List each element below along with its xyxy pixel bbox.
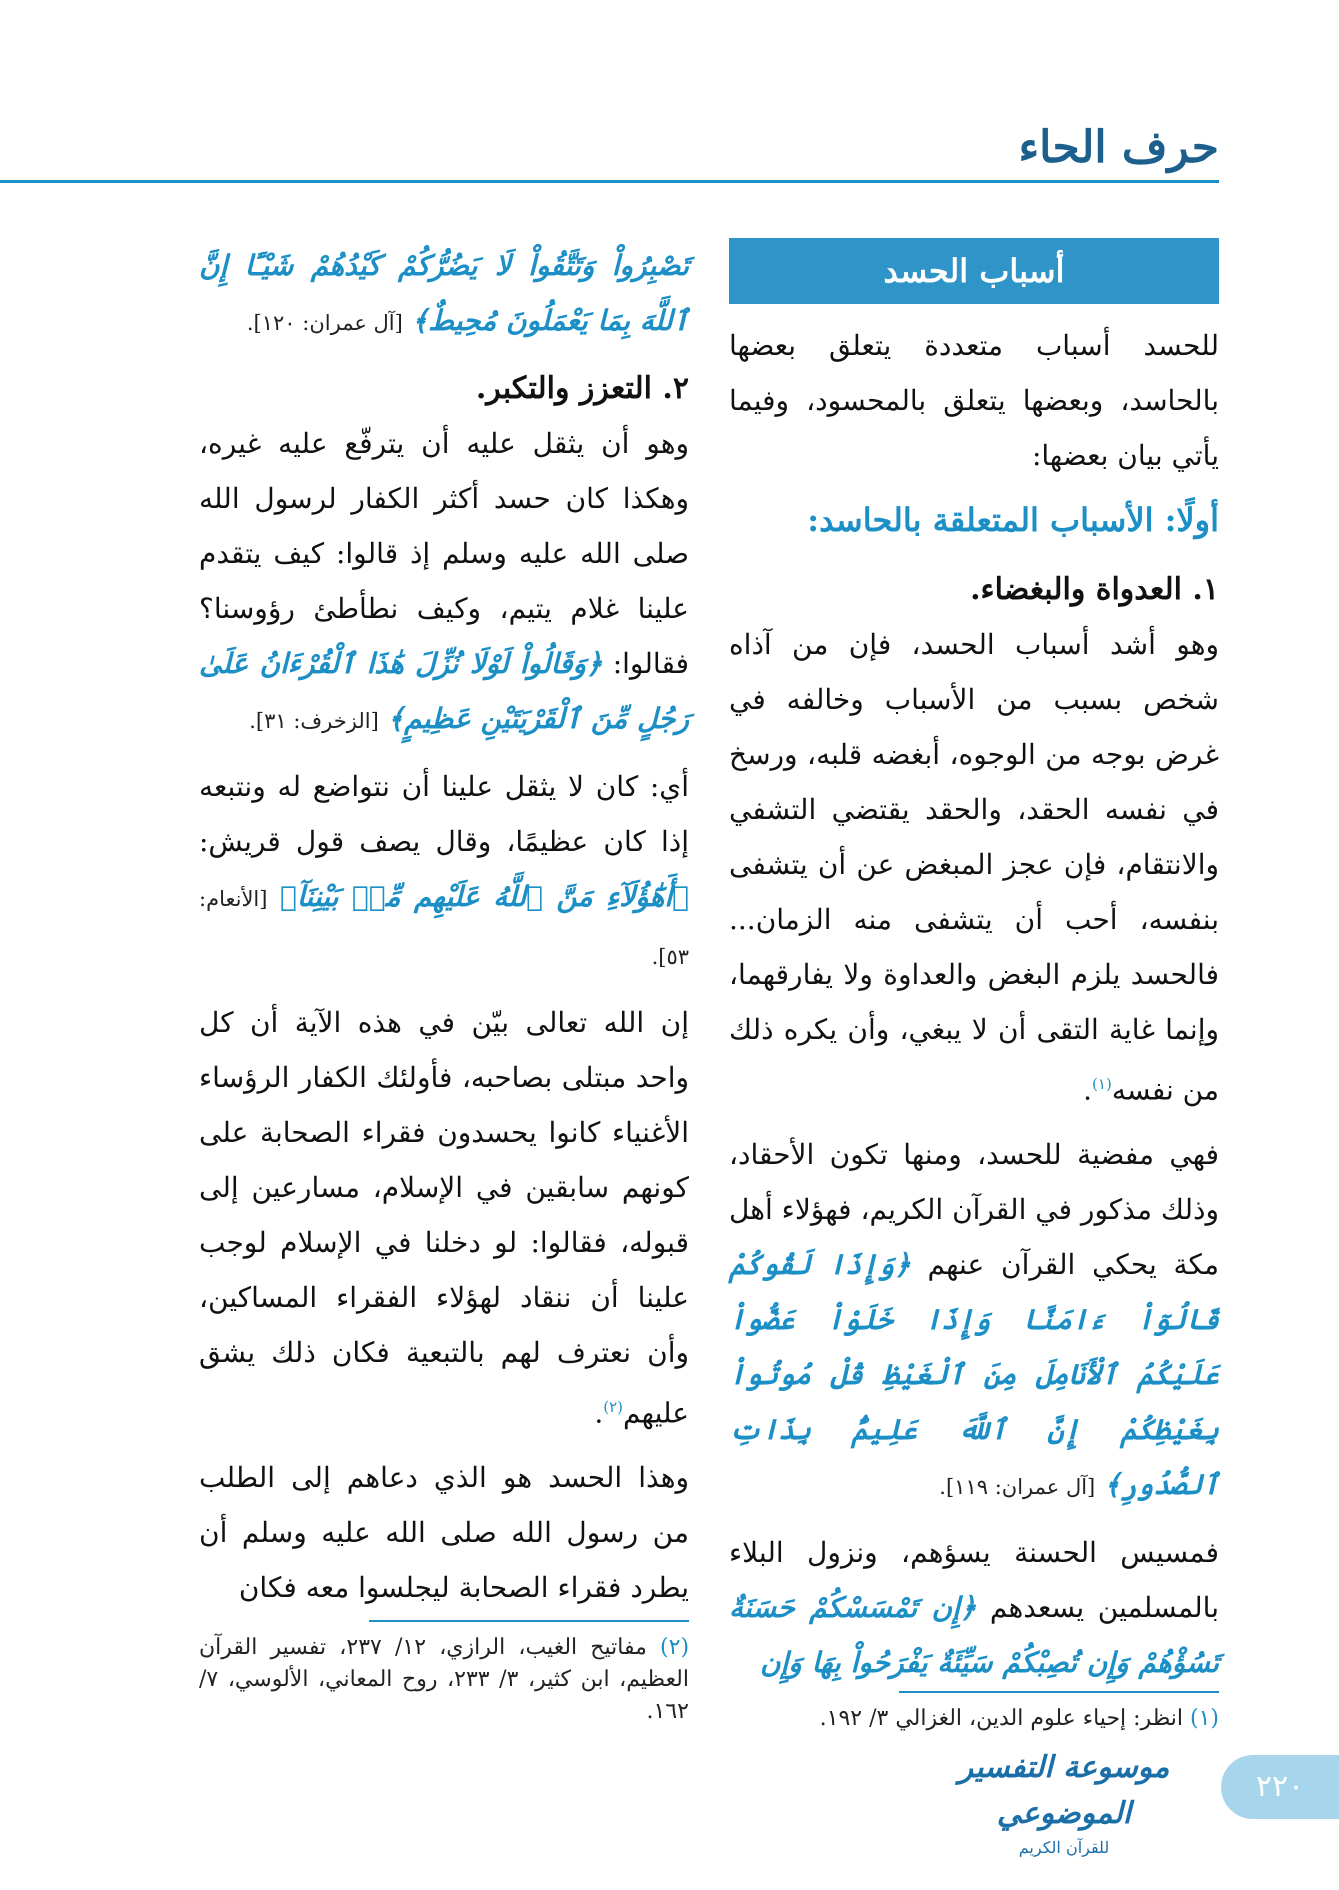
- footnote-rule-left: [369, 1620, 689, 1622]
- quran-verse: ﴿أَهَٰٓؤُلَآءِ مَنَّ ٱللَّهُ عَلَيْهِم مِّنۢ بَيْنِنَآ﴾: [280, 880, 689, 913]
- paragraph-6: [199, 995, 689, 1440]
- logo-subtitle: للقرآن الكريم: [1018, 1838, 1110, 1857]
- footnote-rule-right: [899, 1691, 1219, 1693]
- encyclopedia-logo: [924, 1745, 1204, 1857]
- footnote-number: (١): [1189, 1706, 1219, 1731]
- footnote-number: (٢): [660, 1635, 690, 1660]
- paragraph-5: [199, 759, 689, 985]
- paragraph-4-text: وهو أن يثقل عليه أن يترفّع عليه غيره، وهكذا كان حسد أكثر الكفار لرسول الله صلى الله عليه وسلم إذ قالوا: كيف يتقدم علينا غلام يتيم، وكيف نطأطئ رؤوسنا؟ فقالوا:: [199, 427, 689, 680]
- footnote-text: انظر: إحياء علوم الدين، الغزالي ٣/ ١٩٢.: [819, 1706, 1183, 1731]
- quran-verse: ﴿وَقَالُواْ لَوْلَا نُزِّلَ هَٰذَا ٱلْقُرْءَانُ عَلَىٰ رَجُلٍ مِّنَ ٱلْقَرْيَتَيْنِ عَظِيمٍ﴾: [199, 647, 689, 735]
- paragraph-4: [199, 416, 689, 749]
- paragraph-1-text: وهو أشد أسباب الحسد، فإن من آذاه شخص بسبب من الأسباب وخالفه في غرض بوجه من الوجوه، أبغضه قلبه، ورسخ في نفسه الحقد، والحقد يقتضي التشفي والانتقام، فإن عجز المبغض عن أن يتشفى بنفسه، أحب أن يتشفى منه الزمان... فالحسد يلزم البغض والعداوة ولا يفارقهما، وإنما غاية التقى أن لا يبغي، وأن يكره ذلك من نفسه: [729, 628, 1219, 1107]
- verse-reference: [آل عمران: ١١٩].: [939, 1475, 1096, 1500]
- sub-heading: أولًا: الأسباب المتعلقة بالحاسد:: [807, 501, 1219, 539]
- footnote-text: مفاتيح الغيب، الرازي، ١٢/ ٢٣٧، تفسير القرآن العظيم، ابن كثير، ٣/ ٢٣٣، روح المعاني، الألوسي، ٧/ ١٦٢.: [199, 1635, 689, 1724]
- left-column: [199, 238, 689, 1625]
- paragraph-6-end: .: [594, 1396, 604, 1430]
- quran-verse: ﴿وَإِذَا لَقُوكُمْ قَالُوٓاْ ءَامَنَّا وَإِذَا خَلَوْاْ عَضُّواْ عَلَيْكُمُ ٱلْأَنَامِلَ مِنَ ٱلْغَيْظِ قُلْ مُوتُواْ بِغَيْظِكُمْ إِنَّ ٱللَّهَ عَلِيمٌۢ بِذَاتِ ٱلصُّدُورِ﴾: [729, 1248, 1219, 1502]
- quran-verse: ﴿إِن تَمْسَسْكُمْ حَسَنَةٌ تَسُؤْهُمْ وَإِن تُصِبْكُمْ سَيِّئَةٌ يَفْرَحُواْ بِهَا وَإِن: [729, 1591, 1219, 1680]
- right-column: [729, 238, 1219, 1700]
- paragraph-2: [729, 1127, 1219, 1515]
- paragraph-7: وهذا الحسد هو الذي دعاهم إلى الطلب من رسول الله صلى الله عليه وسلم أن يطرد فقراء الصحابة ليجلسوا معه فكان: [199, 1461, 689, 1605]
- section-heading-box: أسباب الحسد: [729, 238, 1219, 304]
- logo-title: موسوعة التفسير الموضوعي: [958, 1750, 1170, 1831]
- footnote-2: [199, 1632, 689, 1728]
- paragraph-5-text: أي: كان لا يثقل علينا أن نتواضع له ونتبعه إذا كان عظيمًا، وقال يصف قول قريش:: [199, 770, 689, 858]
- paragraph-2-text: فهي مفضية للحسد، ومنها تكون الأحقاد، وذلك مذكور في القرآن الكريم، فهؤلاء أهل مكة يحكي القرآن عنهم: [729, 1138, 1220, 1282]
- header-rule: [0, 180, 1219, 183]
- chapter-title: حرف الحاء: [1018, 122, 1219, 173]
- paragraph-1: [729, 617, 1219, 1117]
- footnote-1: [729, 1703, 1219, 1735]
- item-heading-1: ١. العدواة والبغضاء.: [970, 572, 1219, 607]
- item-heading-2: ٢. التعزز والتكبر.: [475, 371, 689, 406]
- verse-reference: [الزخرف: ٣١].: [249, 709, 379, 733]
- verse-reference: [آل عمران: ١٢٠].: [246, 311, 403, 335]
- intro-paragraph: للحسد أسباب متعددة يتعلق بعضها بالحاسد، وبعضها يتعلق بالمحسود، وفيما يأتي بيان بعضها:: [729, 329, 1219, 472]
- paragraph-1-end: .: [1083, 1073, 1093, 1107]
- quran-continuation: [199, 238, 689, 351]
- verse-reference: [الأنعام: ٥٣].: [199, 887, 689, 969]
- quran-verse: تَصْبِرُواْ وَتَتَّقُواْ لَا يَضُرُّكُمْ كَيْدُهُمْ شَيْـًٔا إِنَّ ٱللَّهَ بِمَا يَعْمَلُونَ مُحِيطٌ﴾: [199, 249, 689, 337]
- footnote-marker-2[interactable]: (٢): [603, 1398, 624, 1416]
- page-number: ٢٢٠: [1221, 1755, 1339, 1819]
- footnote-marker-1[interactable]: (١): [1092, 1075, 1112, 1093]
- paragraph-3-text: فمسيس الحسنة يسؤهم، ونزول البلاء بالمسلمين يسعدهم: [729, 1536, 1219, 1625]
- paragraph-6-text: إن الله تعالى بيّن في هذه الآية أن كل واحد مبتلى بصاحبه، فأولئك الكفار الرؤساء الأغنياء كانوا يحسدون فقراء الصحابة على كونهم سابقين في الإسلام، مسارعين إلى قبوله، فقالوا: لو دخلنا في الإسلام لوجب علينا أن ننقاد لهؤلاء الفقراء المساكين، وأن نعترف لهم بالتبعية فكان ذلك يشق عليهم: [199, 1006, 689, 1430]
- paragraph-3: [729, 1525, 1219, 1690]
